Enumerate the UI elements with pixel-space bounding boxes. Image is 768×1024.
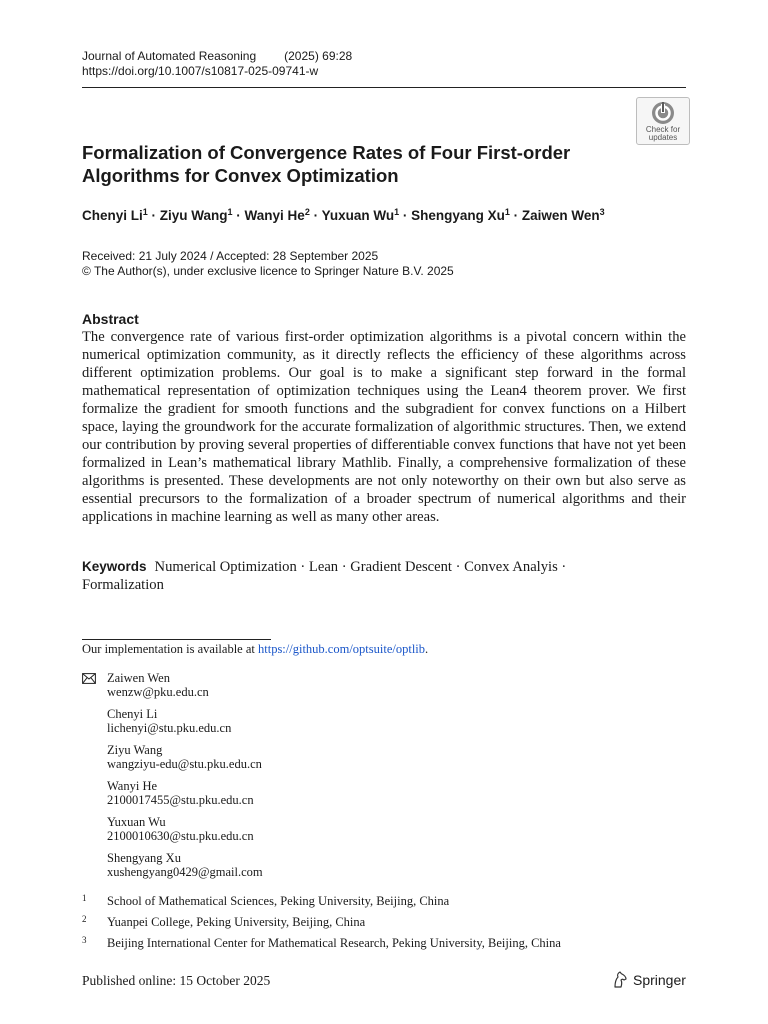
author-affiliation-mark: 1: [394, 207, 400, 217]
contact-entry: [82, 707, 263, 735]
contact-email[interactable]: lichenyi@stu.pku.edu.cn: [107, 721, 232, 735]
author-separator: ·: [399, 208, 412, 223]
repository-link[interactable]: https://github.com/optsuite/optlib: [258, 642, 426, 656]
affiliation-text: Beijing International Center for Mathematical Research, Peking University, Beijing, China: [107, 936, 561, 950]
contact-email[interactable]: 2100017455@stu.pku.edu.cn: [107, 793, 254, 807]
contact-email[interactable]: 2100010630@stu.pku.edu.cn: [107, 829, 254, 843]
contact-name: Ziyu Wang: [107, 743, 163, 757]
affiliation-2: [82, 914, 365, 930]
implementation-note: [82, 642, 428, 657]
header-rule: [82, 87, 686, 88]
contact-name: Wanyi He: [107, 779, 158, 793]
author-affiliation-mark: 3: [599, 207, 605, 217]
received-accepted-dates: Received: 21 July 2024 / Accepted: 28 September 2025: [82, 249, 379, 263]
mail-icon: [82, 673, 96, 684]
springer-wordmark: Springer: [633, 971, 686, 988]
contact-name: Yuxuan Wu: [107, 815, 166, 829]
paper-title: Formalization of Convergence Rates of Four First-order Algorithms for Convex Optimization: [82, 142, 571, 186]
contact-email[interactable]: xushengyang0429@gmail.com: [107, 865, 263, 879]
journal-line: [82, 49, 352, 63]
published-online-date: Published online: 15 October 2025: [82, 973, 271, 988]
contact-name: Zaiwen Wen: [107, 671, 170, 685]
contact-name: Shengyang Xu: [107, 851, 181, 865]
abstract-heading: Abstract: [82, 311, 139, 327]
springer-logo: [612, 971, 686, 988]
check-badge-line1: Check for: [645, 125, 681, 134]
author-list: [82, 207, 605, 223]
author-affiliation-mark: 1: [504, 207, 510, 217]
keywords-label: Keywords: [82, 559, 147, 574]
keywords-text: Numerical Optimization · Lean · Gradient Descent · Convex Analyis · Formalization: [82, 559, 567, 593]
affiliation-text: Yuanpei College, Peking University, Beijing, China: [107, 915, 366, 929]
footnote-rule: [82, 639, 271, 640]
abstract-text: The convergence rate of various first-order optimization algorithms is a pivotal concern within the numerical optimization community, as it directly reflects the efficiency of these algorithms across different optimization problems. Our goal is to make a significant step forward in the formal mathematical representation of optimization techniques using the Lean4 theorem prover. We first formalize the gradient for smooth functions and the subgradient for convex functions on a Hilbert space, laying the groundwork for the accurate formalization of algorithmic structures. Then, we extend our contribution by proving several properties of differentiable convex functions that have not yet been formalized in Lean’s mathematical library Mathlib. Finally, a comprehensive formalization of these algorithms is presented. These developments are not only noteworthy on their own but also serve as essential precursors to the formalization of a broader spectrum of numerical algorithms and their applications in machine learning as well as many other areas.: [82, 329, 686, 525]
contact-entry: [82, 851, 263, 879]
check-for-updates-icon: [651, 101, 675, 125]
keywords-block: [82, 558, 642, 594]
affiliation-number: 2: [82, 914, 87, 924]
author-affiliation-mark: 1: [227, 207, 233, 217]
journal-volume: (2025) 69:28: [284, 49, 353, 63]
check-badge-line2: updates: [648, 133, 678, 142]
implementation-prefix: Our implementation is available at: [82, 642, 258, 656]
author-name[interactable]: Ziyu Wang: [159, 208, 228, 223]
author-name[interactable]: Shengyang Xu: [411, 208, 505, 223]
contact-name: Chenyi Li: [107, 707, 158, 721]
affiliation-number: 1: [82, 893, 87, 903]
check-for-updates-badge[interactable]: [636, 97, 690, 145]
author-separator: ·: [309, 208, 322, 223]
contact-email[interactable]: wangziyu-edu@stu.pku.edu.cn: [107, 757, 262, 771]
author-name[interactable]: Zaiwen Wen: [521, 208, 600, 223]
contact-email[interactable]: wenzw@pku.edu.cn: [107, 685, 209, 699]
affiliation-text: School of Mathematical Sciences, Peking University, Beijing, China: [107, 894, 450, 908]
affiliation-3: [82, 935, 561, 951]
author-name[interactable]: Chenyi Li: [82, 208, 143, 223]
author-contacts: [82, 671, 263, 887]
contact-entry: [82, 815, 263, 843]
author-separator: ·: [509, 208, 522, 223]
contact-entry: [82, 671, 263, 699]
affiliation-1: [82, 893, 449, 909]
author-separator: ·: [147, 208, 160, 223]
author-name[interactable]: Yuxuan Wu: [321, 208, 395, 223]
author-name[interactable]: Wanyi He: [244, 208, 305, 223]
contact-entry: [82, 743, 263, 771]
journal-name: Journal of Automated Reasoning: [82, 49, 257, 63]
implementation-suffix: .: [425, 642, 429, 656]
copyright-notice: © The Author(s), under exclusive licence to Springer Nature B.V. 2025: [82, 264, 454, 278]
springer-horse-icon: [612, 971, 628, 988]
author-separator: ·: [232, 208, 245, 223]
doi-link[interactable]: https://doi.org/10.1007/s10817-025-09741-w: [82, 64, 319, 78]
contact-entry: [82, 779, 263, 807]
author-affiliation-mark: 1: [142, 207, 148, 217]
author-affiliation-mark: 2: [304, 207, 310, 217]
affiliation-number: 3: [82, 935, 87, 945]
